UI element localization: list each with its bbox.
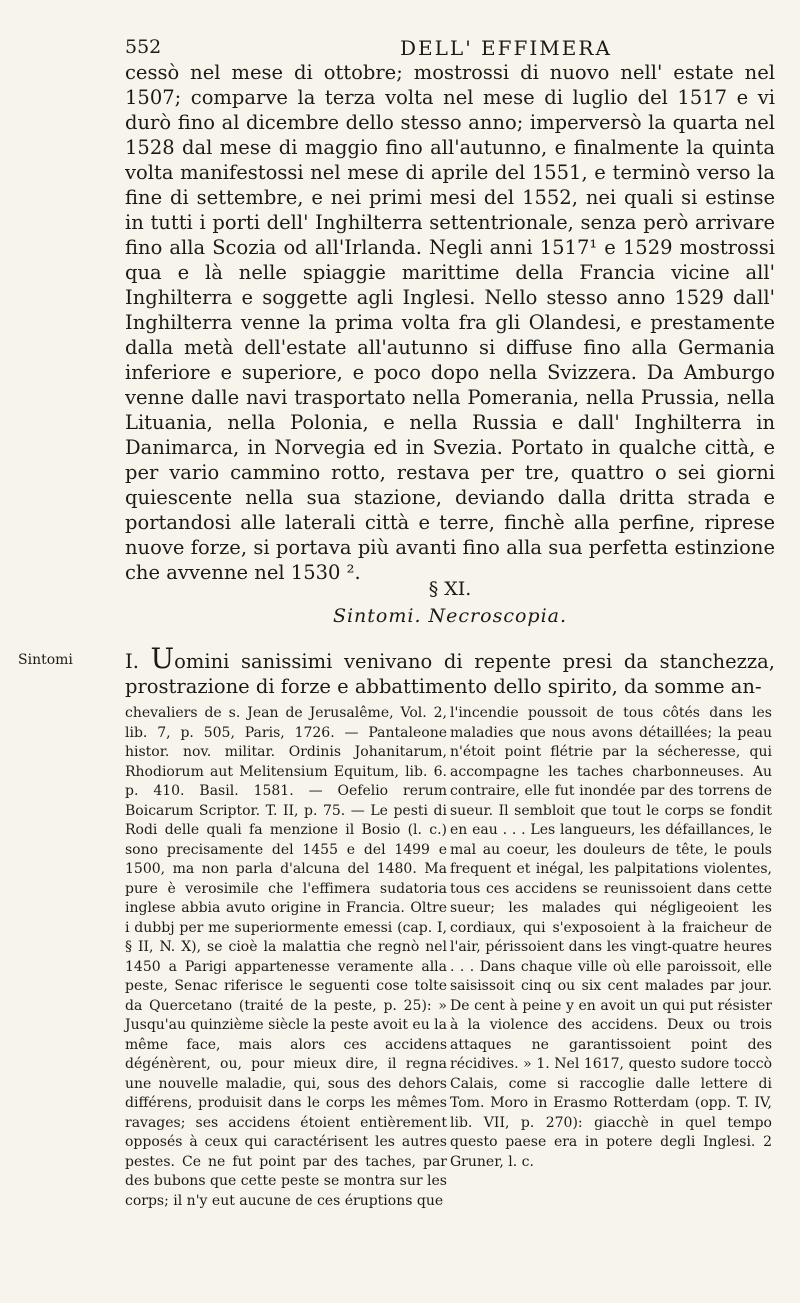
paragraph-1: cessò nel mese di ottobre; mostrossi di nuovo nell' estate nel 1507; comparve la terza volta nel mese di luglio del 1517 e vi durò fino al dicembre dello stesso anno; imperversò la quarta nel 1528 dal mese di maggio fino all'autunno, e finalmente la quinta volta manifestossi nel mese di aprile del 1551, e terminò verso la fine di settembre, e nei primi mesi del 1552, nei quali si estinse in tutti i porti dell' Inghilterra settentrionale, senza però arrivare fino alla Scozia od all'Irlanda. Negli anni 1517¹ e 1529 mostrossi qua e là nelle spiaggie marittime della Francia vicine all' Inghilterra e soggette agli Inglesi. Nello stesso anno 1529 dall' Inghilterra venne la prima volta fra gli Olandesi, e prestamente dalla metà dell'estate all'autunno si diffuse fino alla Germania inferiore e superiore, e poco dopo nella Svizzera. Da Amburgo venne dalle navi trasportato nella Pomerania, nella Prussia, nella Lituania, nella Polonia, e nella Russia e dall' Inghilterra in Danimarca, in Norvegia ed in Svezia. Portato in qualche città, e per vario cammino rotto, restava per tre, quattro o sei giorni quiescente nella sua stazione, deviando dalla dritta strada e portandosi alle laterali città e terre, finchè alla perfine, riprese nuove forze, si portava più avanti fino alla sua perfetta estinzione che avvenne nel 1530 ². [125, 61, 775, 584]
footnotes-right-column [450, 704, 772, 1172]
margin-note: Sintomi [18, 652, 73, 668]
page-number: 552 [125, 36, 162, 58]
footnote-text-left: chevaliers de s. Jean de Jerusalême, Vol. 2, lib. 7, p. 505, Paris, 1726. — Pantaleone histor. nov. militar. Ordinis Johanitarum, Rhodiorum aut Melitensium Equitum, lib. 6. p. 410. Basil. 1581. — Oefelio rerum Boicarum Scriptor. T. II, p. 75. — Le pesti di Rodi delle quali fa menzione il Bosio (l. c.) sono precisamente del 1455 e del 1499 e 1500, ma non parla d'alcuna del 1480. Ma pure è verosimile che l'effimera sudatoria inglese abbia avuto origine in Francia. Oltre i dubbj per me superiormente emessi (cap. I, § II, N. X), se cioè la malattia che regnò nel 1450 a Parigi appartenesse veramente alla peste, Senac riferisce le seguenti cose tolte da Quercetano (traité de la peste, p. 25): » Jusqu'au quinzième siècle la peste avoit eu la même face, mais alors ces accidens dégénèrent, ou, pour mieux dire, il regna une nouvelle maladie, qui, sous des dehors différens, produisit dans le corps les mêmes ravages; ses accidens étoient entièrement opposés à ceux qui caractérisent les autres pestes. Ce ne fut point par des taches, par des bubons que cette peste se montra sur les corps; il n'y eut aucune de ces éruptions que [125, 705, 447, 1209]
section-number: § XI. [428, 578, 472, 600]
footnotes-left-column [125, 704, 447, 1211]
running-head: DELL' EFFIMERA [400, 36, 612, 60]
paragraph-2 [125, 642, 775, 699]
paragraph-2-prefix: I. [125, 650, 151, 673]
paragraph-2-text: omini sanissimi venivano di repente presi da stanchezza, prostrazione di forze e abbattimento dello spirito, da somme an- [125, 650, 775, 698]
drop-initial: U [150, 642, 175, 675]
section-title: Sintomi. Necroscopia. [332, 605, 568, 627]
main-text [125, 60, 775, 585]
footnote-text-right: l'incendie poussoit de tous côtés dans les maladies que nous avons détaillées; la peau n'étoit point flétrie par la sécheresse, qui accompagne les taches charbonneuses. Au contraire, elle fut inondée par des torrens de sueur. Il sembloit que tout le corps se fondit en eau . . . Les langueurs, les défaillances, le mal au coeur, les douleurs de tête, le pouls frequent et inégal, les palpitations violentes, tous ces accidens se reunissoient dans cette sueur; les malades qui négligeoient les cordiaux, qui s'exposoient à la fraicheur de l'air, périssoient dans les vingt-quatre heures . . . Dans chaque ville où elle paroissoit, elle saisissoit cinq ou six cent malades par jour. De cent à peine y en avoit un qui put résister à la violence des accidens. Deux ou trois attaques ne garantissoient point des récidives. » 1. Nel 1617, questo sudore toccò Calais, come si raccoglie dalle lettere di Tom. Moro in Erasmo Rotterdam (opp. T. IV, lib. VII, p. 270): giacchè in quel tempo questo paese era in potere degli Inglesi. 2 Gruner, l. c. [450, 705, 772, 1170]
paragraph-2-block [125, 642, 775, 699]
